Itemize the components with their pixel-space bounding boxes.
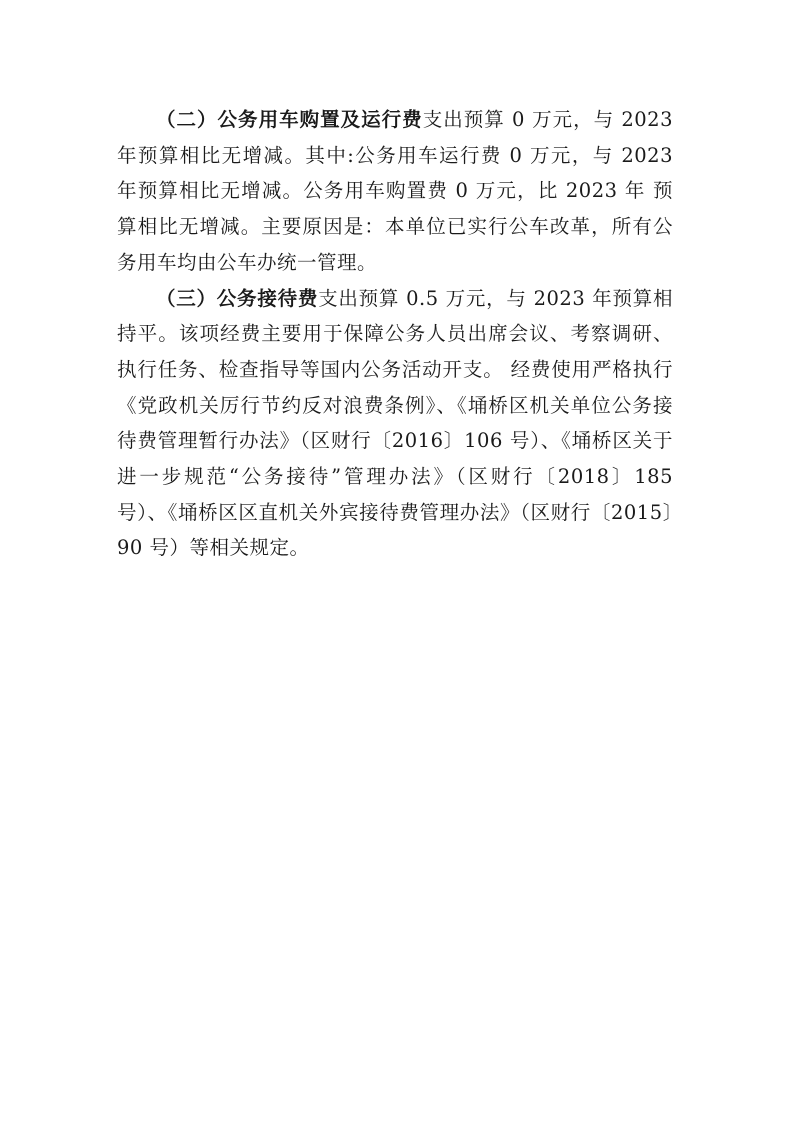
paragraph-text-reception: 支出预算 0.5 万元，与 2023 年预算相持平。该项经费主要用于保障公务人员出席会议、考察调研、执行任务、检查指导等国内公务活动开支。 经费使用严格执行《党政机关厉行节约反对浪费条例》、《埇桥区机关单位公务接待费管理暂行办法》（区财行〔2016〕106 号）、《埇桥区关于进一步规范“公务接待”管理办法》（区财行〔2018〕185 号）、《埇桥区区直机关外宾接待费管理办法》（区财行〔2015〕90 号）等相关规定。 <box>117 286 673 560</box>
paragraph-vehicle-expense <box>117 102 673 281</box>
section-heading-reception: （三）公务接待费 <box>156 286 319 310</box>
document-body <box>117 102 673 566</box>
section-heading-vehicle: （二）公务用车购置及运行费 <box>156 108 423 131</box>
paragraph-reception-expense <box>117 281 673 567</box>
paragraph-text-vehicle: 支出预算 0 万元，与 2023 年预算相比无增减。其中:公务用车运行费 0 万元，与 2023 年预算相比无增减。公务用车购置费 0 万元，比 2023 年 预算相比无增减。主要原因是：本单位已实行公车改革，所有公务用车均由公车办统一管理。 <box>117 108 673 274</box>
